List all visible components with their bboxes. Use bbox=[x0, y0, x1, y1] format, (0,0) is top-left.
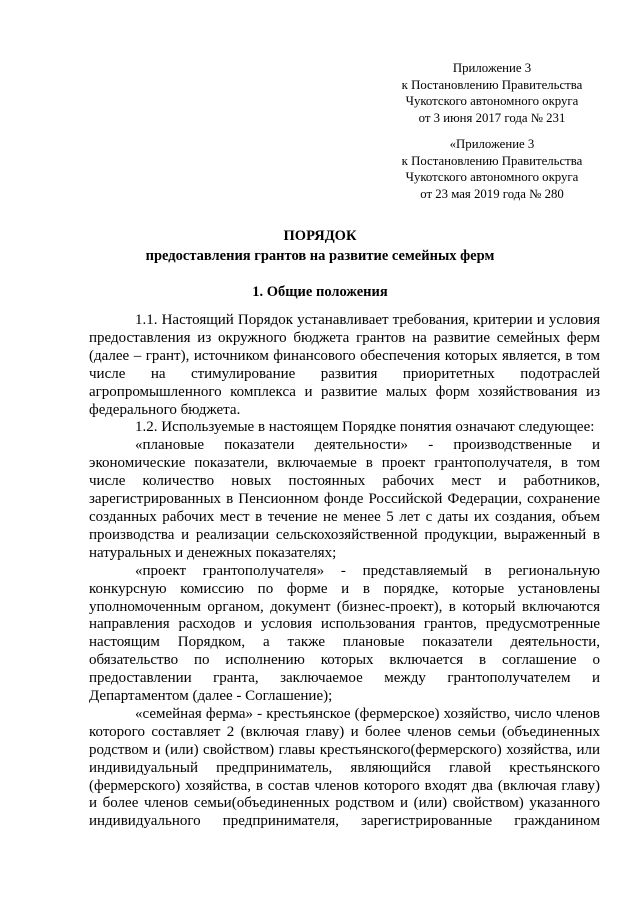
document-title: ПОРЯДОК bbox=[283, 228, 357, 244]
section-heading: 1. Общие положения bbox=[252, 284, 388, 300]
annex-line: «Приложение 3 bbox=[449, 137, 535, 151]
annex-line: от 23 мая 2019 года № 280 bbox=[420, 186, 564, 201]
definition-family-farm: «семейная ферма» - крестьянское (фермерское) хозяйство, число членов которого составляет 2 (включая главу) и более членов семьи (объединенных родством и (или) свойством) главы крестьянского(фермерского) хозяйства, или индивидуальный предприниматель, являющийся главой крестьянского (фермерского) хозяйства, в состав членов которого входят два (включая главу) и более членов семьи(объединенных родством и (или) свойством) указанного индивидуального предпринимателя, зарегистрированные гражданином bbox=[89, 705, 600, 830]
definition-grantee-project: «проект грантополучателя» - представляемый в региональную конкурсную комиссию по форме и в порядке, которые установлены уполномоченным органом, документ (бизнес-проект), в который включаются направления расходов и условия использования грантов, предусмотренные настоящим Порядком, а также плановые показатели деятельности, обязательство по исполнению которых включается в соглашение о предоставлении гранта, заключаемое между грантополучателем и Департаментом (далее - Соглашение); bbox=[89, 562, 600, 705]
annex-line: от 3 июня 2017 года № 231 bbox=[418, 110, 566, 125]
annex-line: Чукотского автономного округа bbox=[405, 94, 579, 108]
paragraph-1-2: 1.2. Используемые в настоящем Порядке понятия означают следующее: bbox=[135, 419, 595, 436]
annex-line: Чукотского автономного округа bbox=[405, 170, 579, 184]
annex-previous-header bbox=[374, 136, 610, 202]
definition-planned-indicators: «плановые показатели деятельности» - производственные и экономические показатели, включаемые в проект грантополучателя, в том числе количество новых постоянных рабочих мест и работников, зарегистрированных в Пенсионном фонде Российской Федерации, сохранение созданных рабочих мест в течение не менее 5 лет с даты их создания, объем производства и реализации сельскохозяйственной продукции, выраженный в натуральных и денежных показателях; bbox=[89, 437, 600, 561]
document-subtitle: предоставления грантов на развитие семейных ферм bbox=[145, 248, 495, 264]
annex-current-header bbox=[374, 60, 610, 126]
annex-line: к Постановлению Правительства bbox=[401, 77, 583, 92]
annex-line: к Постановлению Правительства bbox=[401, 153, 583, 168]
annex-line: Приложение 3 bbox=[452, 61, 532, 75]
document-body bbox=[89, 312, 600, 831]
paragraph-1-1: 1.1. Настоящий Порядок устанавливает требования, критерии и условия предоставления из окружного бюджета грантов на развитие семейных ферм (далее – грант), источником финансового обеспечения которых является, в том числе на стимулирование развития приоритетных подотраслей агропромышленного комплекса и развитие малых форм хозяйствования из федерального бюджета. bbox=[89, 312, 600, 418]
